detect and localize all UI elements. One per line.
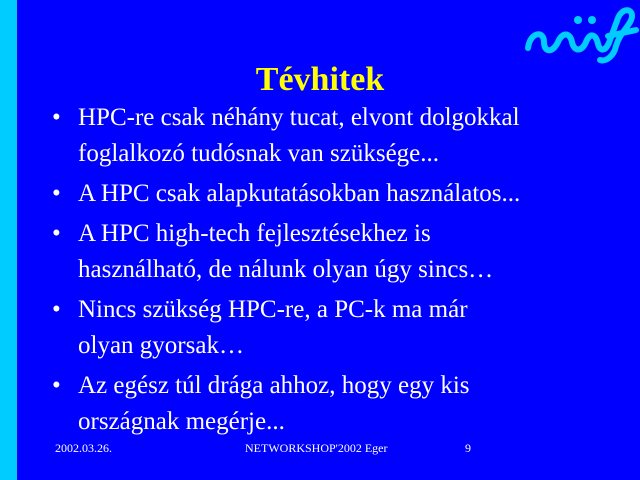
- bullet-dot: •: [52, 372, 61, 399]
- bullet-text-line-1: HPC-re csak néhány tucat, elvont dolgokkal: [78, 104, 520, 131]
- footer-event: NETWORKSHOP'2002 Eger: [245, 441, 388, 455]
- bullet-text-line-1: A HPC high-tech fejlesztésekhez is: [78, 220, 431, 247]
- bullet-dot: •: [52, 180, 61, 207]
- bullet-text-line-1: A HPC csak alapkutatásokban használatos...: [78, 180, 521, 207]
- bullet-text-line-1: Nincs szükség HPC-re, a PC-k ma már: [78, 296, 468, 323]
- bullet-text-line-2: használható, de nálunk olyan úgy sincs…: [78, 256, 494, 283]
- bullet-dot: •: [52, 296, 61, 323]
- bullet-text-line-2: olyan gyorsak…: [78, 332, 244, 359]
- bullet-item: [48, 216, 638, 288]
- slide-title: Tévhitek: [255, 61, 385, 98]
- bullet-item: [48, 176, 638, 212]
- bullet-text-line-2: országnak megérje...: [78, 408, 285, 435]
- bullet-text-line-2: foglalkozó tudósnak van szüksége...: [78, 140, 440, 167]
- bullet-item: [48, 368, 638, 440]
- bullet-list: [48, 100, 638, 444]
- page-number: 9: [465, 441, 471, 455]
- footer-date: 2002.03.26.: [55, 441, 112, 455]
- niif-logo-icon: [522, 2, 640, 66]
- bullet-item: [48, 292, 638, 364]
- bullet-dot: •: [52, 104, 61, 131]
- bullet-dot: •: [52, 220, 61, 247]
- bullet-item: [48, 100, 638, 172]
- bullet-text-line-1: Az egész túl drága ahhoz, hogy egy kis: [78, 372, 470, 399]
